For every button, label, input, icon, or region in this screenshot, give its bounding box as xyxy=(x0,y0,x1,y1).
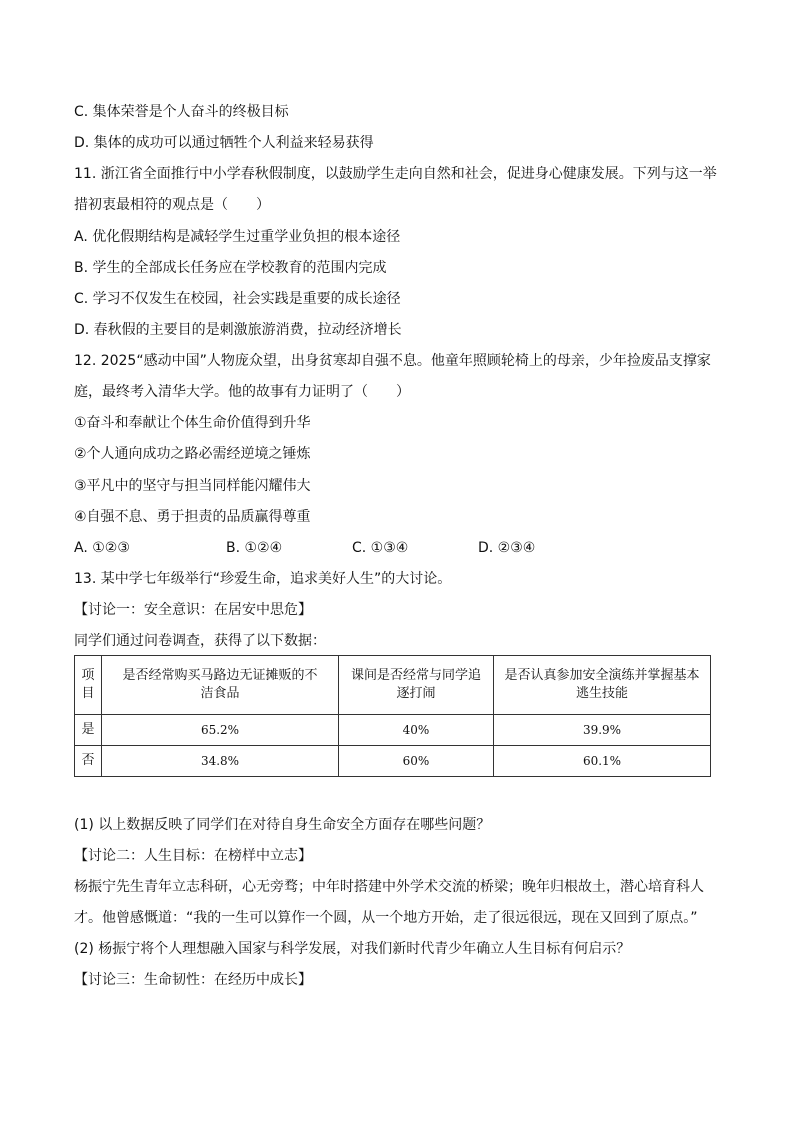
q13-sub-question-1: (1) 以上数据反映了同学们在对待自身生命安全方面存在哪些问题？ xyxy=(74,817,491,833)
q10-option-d: D. 集体的成功可以通过牺牲个人利益来轻易获得 xyxy=(74,135,374,151)
table-row xyxy=(75,715,711,746)
chasing-value-cell: 60% xyxy=(339,746,494,777)
safety-drill-value-cell: 39.9% xyxy=(494,715,711,746)
q11-option-c: C. 学习不仅发生在校园，社会实践是重要的成长途径 xyxy=(74,291,401,307)
row-label-cell: 否 xyxy=(75,746,102,777)
header-street-food-line1: 是否经常购买马路边无证摊贩的不 xyxy=(122,668,318,683)
street-food-value-cell: 34.8% xyxy=(102,746,339,777)
row-label-cell: 是 xyxy=(75,715,102,746)
survey-table-header-row xyxy=(75,656,711,715)
q13-discussion-3-heading: 【讨论三：生命韧性：在经历中成长】 xyxy=(74,972,312,988)
street-food-value-cell: 65.2% xyxy=(102,715,339,746)
header-safety-drill-cell xyxy=(494,656,711,715)
header-street-food-cell xyxy=(102,656,339,715)
header-chasing-line2: 逐打闹 xyxy=(396,686,436,701)
q13-discussion-1-heading: 【讨论一：安全意识：在居安中思危】 xyxy=(74,602,312,618)
header-chasing-line1: 课间是否经常与同学追 xyxy=(350,668,481,683)
q13-passage-line2: 才。他曾感慨道：“我的一生可以算作一个圆，从一个地方开始，走了很远很远，现在又回到了原点。” xyxy=(74,910,698,926)
q11-option-a: A. 优化假期结构是减轻学生过重学业负担的根本途径 xyxy=(74,229,401,245)
q12-item-4: ④自强不息、勇于担责的品质赢得尊重 xyxy=(74,509,311,525)
chasing-value-cell: 40% xyxy=(339,715,494,746)
q12-item-2: ②个人通向成功之路必需经逆境之锤炼 xyxy=(74,446,311,462)
q12-item-1: ①奋斗和奉献让个体生命价值得到升华 xyxy=(74,415,311,431)
q11-stem-line2: 措初衷最相符的观点是（ ） xyxy=(74,197,270,213)
q12-options-row xyxy=(74,538,734,558)
q12-stem-line2: 庭，最终考入清华大学。他的故事有力证明了（ ） xyxy=(74,384,410,400)
q13-sub-question-2: (2) 杨振宁将个人理想融入国家与科学发展，对我们新时代青少年确立人生目标有何启示？ xyxy=(74,941,631,957)
q13-discussion-2-heading: 【讨论二：人生目标：在榜样中立志】 xyxy=(74,848,312,864)
q12-item-3: ③平凡中的坚守与担当同样能闪耀伟大 xyxy=(74,478,311,494)
q12-option-b: B. ①②④ xyxy=(226,540,283,556)
q13-survey-intro: 同学们通过问卷调查，获得了以下数据： xyxy=(74,633,326,649)
survey-table xyxy=(74,655,711,777)
q12-option-a: A. ①②③ xyxy=(74,540,130,556)
header-street-food-line2: 洁食品 xyxy=(200,686,240,701)
q11-stem-line1: 11. 浙江省全面推行中小学春秋假制度，以鼓励学生走向自然和社会，促进身心健康发展。下列与这一举 xyxy=(74,166,717,182)
q10-option-c: C. 集体荣誉是个人奋斗的终极目标 xyxy=(74,104,289,120)
safety-drill-value-cell: 60.1% xyxy=(494,746,711,777)
q13-stem: 13. 某中学七年级举行“珍爱生命，追求美好人生”的大讨论。 xyxy=(74,571,452,587)
header-safety-drill-line1: 是否认真参加安全演练并掌握基本 xyxy=(504,668,700,683)
header-safety-drill-line2: 逃生技能 xyxy=(575,686,628,701)
header-chasing-cell xyxy=(339,656,494,715)
q12-option-c: C. ①③④ xyxy=(352,540,409,556)
q13-passage-line1: 杨振宁先生青年立志科研，心无旁骛；中年时搭建中外学术交流的桥梁；晚年归根故土，潜心培育科人 xyxy=(74,879,704,895)
q12-option-d: D. ②③④ xyxy=(478,540,536,556)
header-item-cell: 项目 xyxy=(75,656,102,715)
table-row xyxy=(75,746,711,777)
q11-option-d: D. 春秋假的主要目的是刺激旅游消费，拉动经济增长 xyxy=(74,322,402,338)
q11-option-b: B. 学生的全部成长任务应在学校教育的范围内完成 xyxy=(74,260,387,276)
q12-stem-line1: 12. 2025“感动中国”人物庞众望，出身贫寒却自强不息。他童年照顾轮椅上的母亲，少年捡废品支撑家 xyxy=(74,353,711,369)
